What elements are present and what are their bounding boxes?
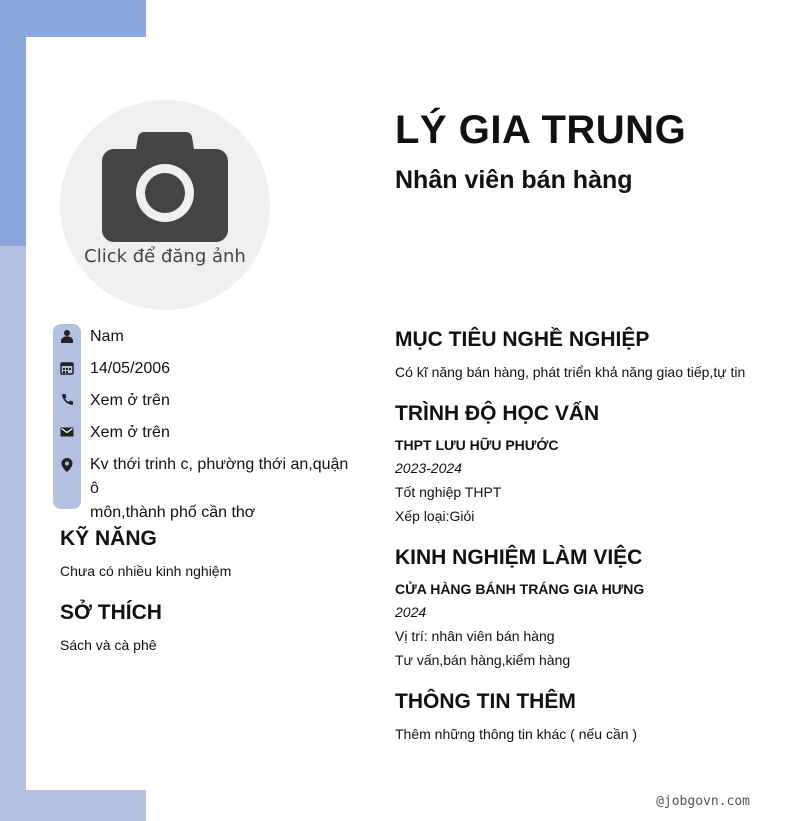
contact-phone[interactable] <box>60 389 360 413</box>
location-pin-icon <box>60 457 74 473</box>
camera-icon <box>102 130 228 242</box>
job-title[interactable]: Nhân viên bán hàng <box>395 166 633 194</box>
contact-gender[interactable] <box>60 325 360 349</box>
calendar-icon <box>60 361 74 375</box>
address-line-2: môn,thành phố cần thơ <box>90 504 256 521</box>
extra-info-title[interactable]: THÔNG TIN THÊM <box>395 690 576 713</box>
experience-line-1[interactable]: Vị trí: nhân viên bán hàng <box>395 628 555 644</box>
decorative-side-strip <box>0 246 26 821</box>
address-value <box>90 453 360 525</box>
education-school[interactable]: THPT LƯU HỮU PHƯỚC <box>395 437 559 453</box>
decorative-bottom-block <box>0 790 146 821</box>
objective-title[interactable]: MỤC TIÊU NGHỀ NGHIỆP <box>395 328 650 351</box>
education-line-1[interactable]: Tốt nghiệp THPT <box>395 484 502 500</box>
education-period[interactable]: 2023-2024 <box>395 460 462 476</box>
skills-text[interactable]: Chưa có nhiều kinh nghiệm <box>60 563 232 579</box>
contact-email[interactable] <box>60 421 360 445</box>
phone-value: Xem ở trên <box>90 392 170 409</box>
experience-company[interactable]: CỬA HÀNG BÁNH TRÁNG GIA HƯNG <box>395 581 645 597</box>
education-line-2[interactable]: Xếp loại:Giỏi <box>395 508 475 524</box>
contact-address[interactable] <box>60 453 360 525</box>
experience-title[interactable]: KINH NGHIỆM LÀM VIỆC <box>395 546 643 569</box>
gender-value: Nam <box>90 328 124 345</box>
watermark: @jobgovn.com <box>656 794 750 809</box>
experience-line-2[interactable]: Tư vấn,bán hàng,kiểm hàng <box>395 652 571 668</box>
person-icon <box>60 329 74 343</box>
contact-birthday[interactable] <box>60 357 360 381</box>
objective-text[interactable]: Có kĩ năng bán hàng, phát triển khả năng giao tiếp,tự tin <box>395 364 746 380</box>
extra-info-text[interactable]: Thêm những thông tin khác ( nếu cần ) <box>395 726 638 742</box>
phone-icon <box>60 393 74 407</box>
skills-title[interactable]: KỸ NĂNG <box>60 527 157 550</box>
photo-upload-button[interactable] <box>60 100 270 310</box>
birthday-value: 14/05/2006 <box>90 360 171 377</box>
candidate-name[interactable]: LÝ GIA TRUNG <box>395 108 687 152</box>
email-icon <box>60 425 74 439</box>
email-value: Xem ở trên <box>90 424 170 441</box>
education-title[interactable]: TRÌNH ĐỘ HỌC VẤN <box>395 402 600 425</box>
photo-upload-label: Click để đăng ảnh <box>84 246 246 267</box>
hobbies-title[interactable]: SỞ THÍCH <box>60 601 162 624</box>
address-line-1: Kv thới trinh c, phường thới an,quận ô <box>90 456 349 497</box>
hobbies-text[interactable]: Sách và cà phê <box>60 637 157 653</box>
experience-period[interactable]: 2024 <box>395 604 427 620</box>
